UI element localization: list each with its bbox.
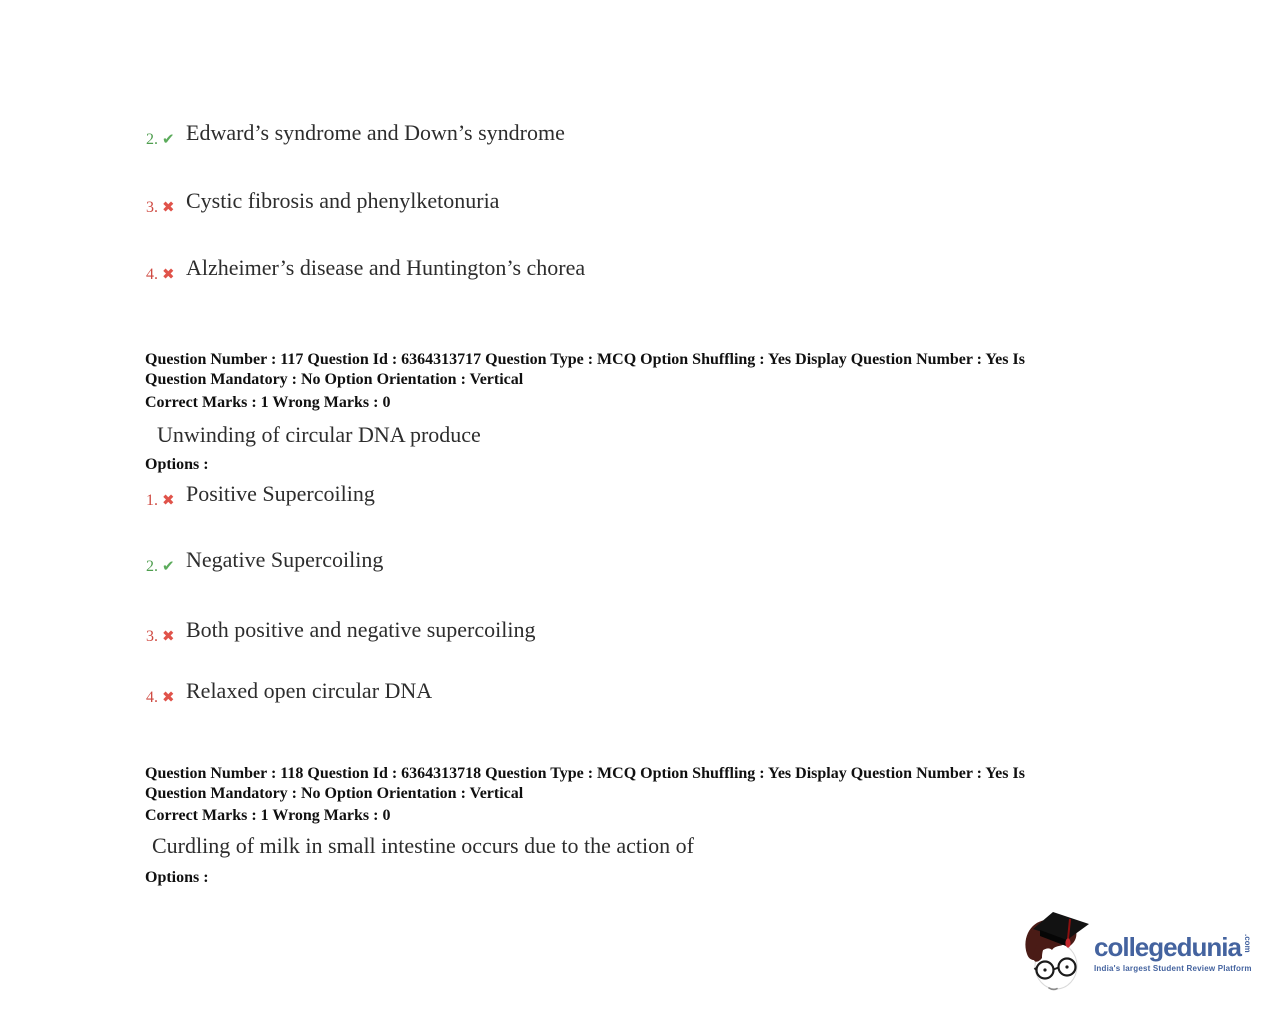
wrong-cross-icon: ✖ — [162, 491, 175, 509]
option-number: 3. — [146, 628, 158, 645]
collegedunia-mascot-icon — [1020, 910, 1090, 996]
wrong-cross-icon: ✖ — [162, 688, 175, 706]
option-text: Alzheimer’s disease and Huntington’s chorea — [186, 255, 586, 280]
option-row — [146, 481, 375, 509]
option-marker — [146, 267, 186, 283]
option-text: Edward’s syndrome and Down’s syndrome — [186, 120, 565, 145]
option-number: 4. — [146, 266, 158, 283]
options-label: Options : — [145, 456, 209, 473]
option-row — [146, 188, 500, 216]
correct-check-icon: ✔ — [162, 130, 175, 148]
question-meta — [145, 350, 1135, 390]
marks-line: Correct Marks : 1 Wrong Marks : 0 — [145, 394, 391, 411]
option-row — [146, 547, 384, 575]
option-number: 2. — [146, 131, 158, 148]
option-row — [146, 678, 433, 706]
wrong-cross-icon: ✖ — [162, 198, 175, 216]
collegedunia-logo — [1020, 910, 1252, 996]
logo-wordmark: collegedunia — [1094, 931, 1241, 962]
logo-text — [1094, 931, 1252, 973]
option-text: Positive Supercoiling — [186, 481, 375, 506]
question-meta-line2: Question Mandatory : No Option Orientation : Vertical — [145, 785, 524, 802]
marks-line: Correct Marks : 1 Wrong Marks : 0 — [145, 807, 391, 824]
option-marker — [146, 493, 186, 509]
wrong-cross-icon: ✖ — [162, 627, 175, 645]
option-marker — [146, 559, 186, 575]
question-meta-line1: Question Number : 117 Question Id : 6364313717 Question Type : MCQ Option Shuffling : Yes Display Question Number : Yes Is — [145, 351, 1025, 368]
correct-check-icon: ✔ — [162, 557, 175, 575]
question-text: Curdling of milk in small intestine occurs due to the action of — [152, 833, 694, 858]
logo-tagline: India's largest Student Review Platform — [1094, 963, 1252, 973]
options-label: Options : — [145, 869, 209, 886]
option-number: 1. — [146, 492, 158, 509]
option-number: 3. — [146, 199, 158, 216]
option-row — [146, 255, 586, 283]
option-row — [146, 120, 565, 148]
question-meta-line1: Question Number : 118 Question Id : 6364313718 Question Type : MCQ Option Shuffling : Yes Display Question Number : Yes Is — [145, 765, 1025, 782]
option-marker — [146, 690, 186, 706]
option-text: Both positive and negative supercoiling — [186, 617, 536, 642]
option-marker — [146, 200, 186, 216]
question-text: Unwinding of circular DNA produce — [157, 422, 481, 447]
question-meta — [145, 764, 1135, 804]
question-meta-line2: Question Mandatory : No Option Orientation : Vertical — [145, 371, 524, 388]
option-text: Relaxed open circular DNA — [186, 678, 433, 703]
option-number: 2. — [146, 558, 158, 575]
option-text: Negative Supercoiling — [186, 547, 384, 572]
logo-tld: .com — [1242, 933, 1252, 953]
option-row — [146, 617, 536, 645]
option-text: Cystic fibrosis and phenylketonuria — [186, 188, 500, 213]
option-marker — [146, 132, 186, 148]
wrong-cross-icon: ✖ — [162, 265, 175, 283]
option-number: 4. — [146, 689, 158, 706]
option-marker — [146, 629, 186, 645]
